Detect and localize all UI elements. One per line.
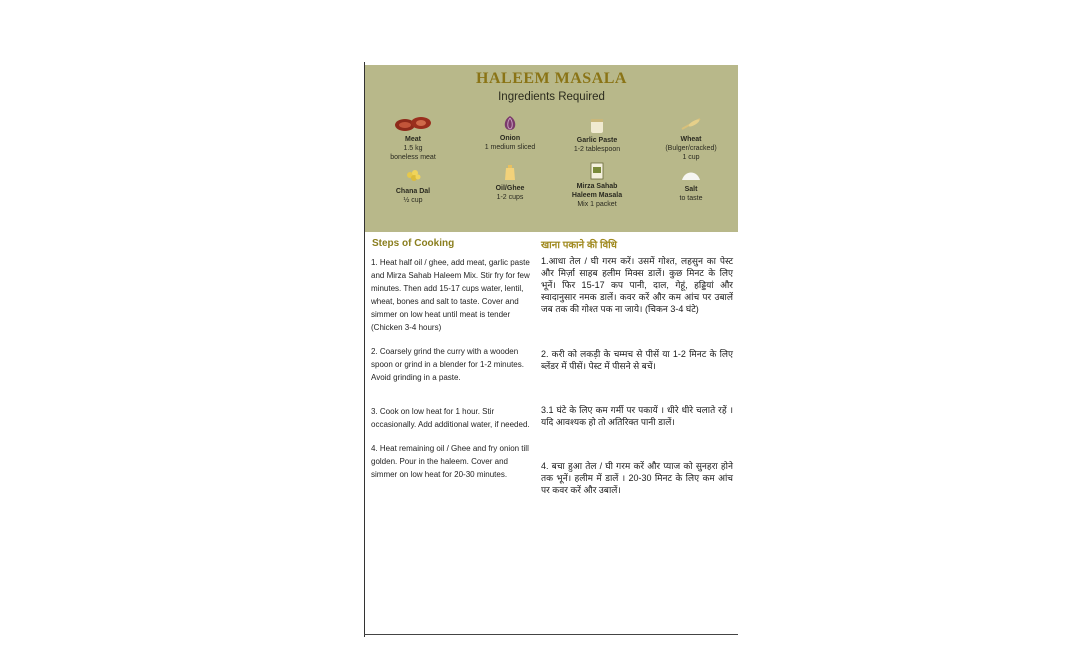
ingredient-name: Oil/Ghee — [495, 185, 525, 192]
ingredient-qty: 1-2 tablespoon — [573, 146, 621, 153]
ingredient-oil-ghee — [465, 164, 555, 202]
ingredient-qty-detail: boneless meat — [390, 154, 436, 161]
ingredient-onion — [465, 114, 555, 152]
wheat-icon — [676, 115, 706, 133]
step-en-1: 1. Heat half oil / ghee, add meat, garlic paste and Mirza Sahab Haleem Mix. Stir fry for few minutes. Then add 15-17 cups water, lentil, wheat, bones and salt to taste. Cover and simmer on low heat until meat is tender (Chicken 3-4 hours) — [371, 258, 530, 332]
ingredient-meat — [368, 115, 458, 162]
step-en-3: 3. Cook on low heat for 1 hour. Stir occasionally. Add additional water, if needed. — [371, 407, 530, 429]
step-en-4: 4. Heat remaining oil / Ghee and fry onion till golden. Pour in the haleem. Cover and simmer on low heat for 20-30 minutes. — [371, 444, 529, 479]
ingredient-qty: 1 medium sliced — [484, 144, 536, 151]
step-hi-2: 2. करी को लकड़ी के चम्मच से पीसें या 1-2 मिनट के लिए ब्लेंडर में पीसें। पेस्ट में पीसने से बचें। — [541, 349, 733, 371]
masala-packet-icon — [586, 162, 608, 180]
step-hi-1: 1.आधा तेल / घी गरम करें। उसमें गोश्त, लहसुन का पेस्ट और मिर्ज़ा साहब हलीम मिक्स डालें। कुछ मिनट के लिए भूनें। फिर 15-17 कप पानी, दाल, गेहूं, हड्डियां और स्वादानुसार नमक डालें। कवर करें और कम आंच पर उबालें जब तक की गोश्त पक ना जाये। (चिकन 3-4 घंटे) — [541, 256, 733, 314]
ingredient-qty: to taste — [679, 195, 703, 202]
ingredient-qty-detail: 1 cup — [682, 154, 700, 161]
ingredient-name: Meat — [405, 136, 421, 143]
meat-icon — [388, 115, 438, 133]
garlic-paste-icon — [586, 116, 608, 134]
ingredient-masala-packet — [552, 162, 642, 209]
ingredient-qty: Mix 1 packet — [577, 201, 617, 208]
ingredient-name: Chana Dal — [395, 188, 431, 195]
page-title: HALEEM MASALA — [476, 70, 627, 87]
ingredient-garlic-paste — [552, 116, 642, 154]
ingredient-name: Mirza Sahab — [576, 183, 618, 190]
step-en-2: 2. Coarsely grind the curry with a wooden spoon or grind in a blender for 1-2 minutes. Avoid grinding in a paste. — [371, 347, 524, 382]
ingredient-qty: (Bulger/cracked) — [665, 145, 717, 152]
steps-heading-hindi: खाना पकाने की विधि — [541, 240, 617, 251]
ingredient-qty: 1-2 cups — [496, 194, 524, 201]
ingredient-qty: 1.5 kg — [403, 145, 423, 152]
ingredient-qty: ½ cup — [403, 197, 423, 204]
step-hi-4: 4. बचा हुआ तेल / घी गरम करें और प्याज को सुनहरा होने तक भूनें। हलीम में डालें । 20-30 मिनट के लिए कम आंच पर कवर करें और उबालें। — [541, 461, 733, 495]
oil-ghee-icon — [499, 164, 521, 182]
ingredient-salt — [646, 165, 736, 203]
ingredient-name: Wheat — [680, 136, 702, 143]
chana-dal-icon — [402, 167, 424, 185]
ingredient-name: Garlic Paste — [576, 137, 618, 144]
ingredients-subtitle: Ingredients Required — [498, 91, 605, 103]
salt-icon — [679, 165, 703, 183]
ingredient-name-line2: Haleem Masala — [571, 192, 623, 199]
step-hi-3: 3.1 घंटे के लिए कम गर्मी पर पकायें । धीरे धीरे चलाते रहें । यदि आवश्यक हो तो अतिरिक्त पानी डालें। — [541, 405, 733, 427]
ingredient-name: Onion — [499, 135, 521, 142]
ingredient-chana-dal — [368, 167, 458, 205]
ingredient-name: Salt — [684, 186, 698, 193]
onion-icon — [499, 114, 521, 132]
steps-heading-english: Steps of Cooking — [372, 238, 455, 249]
ingredient-wheat — [646, 115, 736, 162]
ingredients-panel — [365, 65, 738, 232]
card-bottom-border — [364, 634, 738, 635]
